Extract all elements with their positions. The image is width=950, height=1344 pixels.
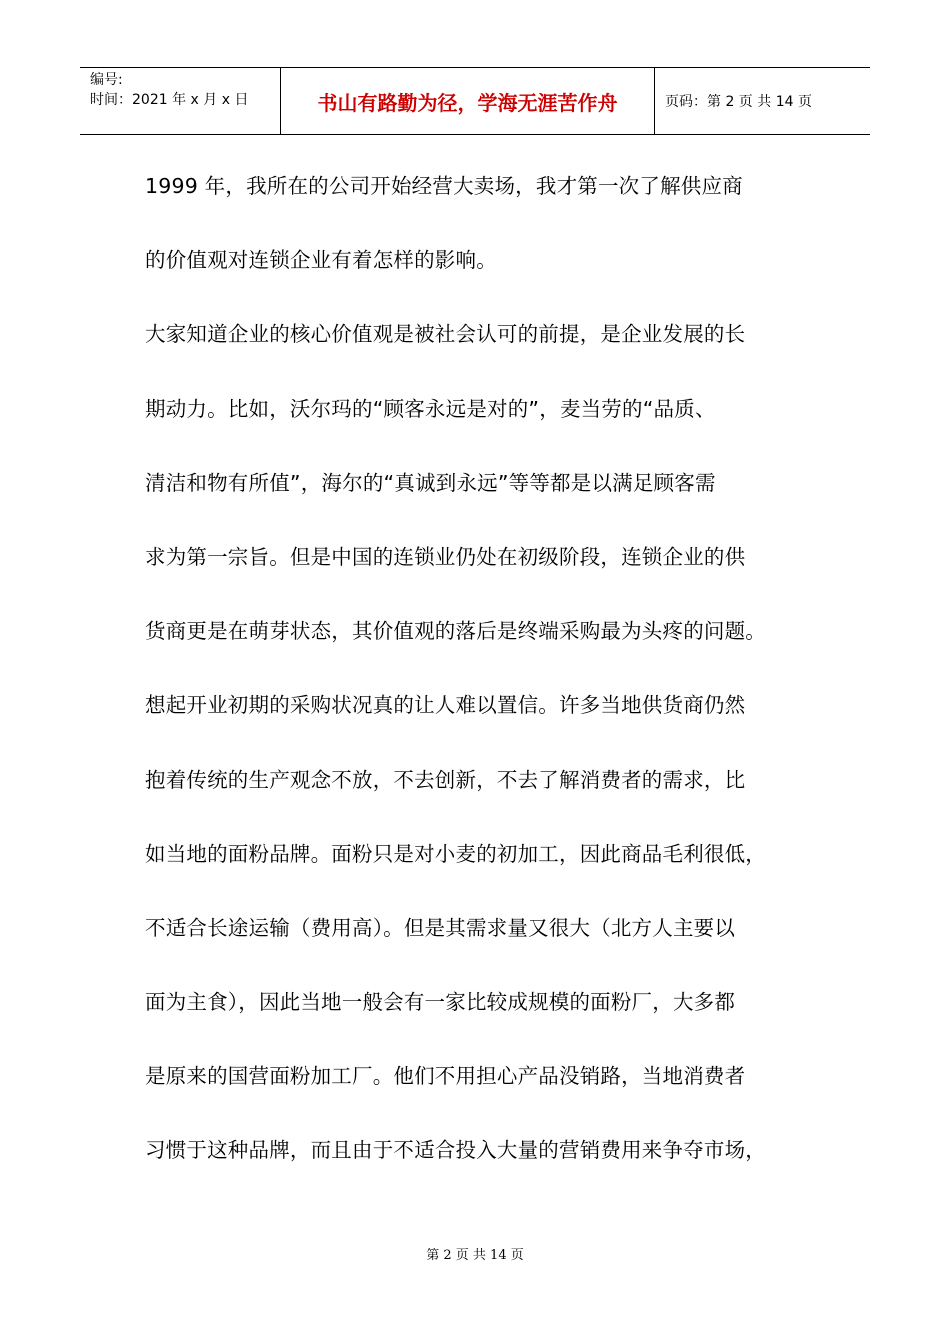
body-line: 是原来的国营面粉加工厂。他们不用担心产品没销路，当地消费者	[145, 1064, 746, 1089]
body-line: 1999 年，我所在的公司开始经营大卖场，我才第一次了解供应商	[145, 174, 743, 198]
body-line: 面为主食），因此当地一般会有一家比较成规模的面粉厂，大多都	[145, 990, 736, 1015]
body-line: 如当地的面粉品牌。面粉只是对小麦的初加工，因此商品毛利很低，	[145, 841, 766, 866]
header-motto-cell	[281, 68, 655, 135]
body-line: 想起开业初期的采购状况真的让人难以置信。许多当地供货商仍然	[145, 693, 746, 718]
header-page-cell	[655, 68, 870, 135]
header-page-info: 页码：第 2 页 共 14 页	[665, 94, 812, 110]
document-number-label: 编号:	[90, 72, 123, 88]
body-line: 抱着传统的生产观念不放，不去创新，不去了解消费者的需求，比	[145, 767, 746, 792]
body-line: 大家知道企业的核心价值观是被社会认可的前提，是企业发展的长	[145, 322, 746, 347]
document-date-label: 时间：2021 年 x 月 x 日	[90, 92, 249, 108]
body-line: 习惯于这种品牌，而且由于不适合投入大量的营销费用来争夺市场，	[145, 1138, 766, 1163]
body-line: 不适合长途运输（费用高）。但是其需求量又很大（北方人主要以	[145, 915, 736, 940]
document-header	[80, 67, 870, 135]
page-footer: 第 2 页 共 14 页	[426, 1248, 524, 1263]
body-line: 求为第一宗旨。但是中国的连锁业仍处在初级阶段，连锁企业的供	[145, 544, 746, 569]
body-line: 货商更是在萌芽状态，其价值观的落后是终端采购最为头疼的问题。	[145, 619, 766, 644]
body-text	[145, 160, 825, 1199]
header-motto: 书山有路勤为径，学海无涯苦作舟	[317, 91, 618, 115]
body-line: 期动力。比如，沃尔玛的“顾客永远是对的”，麦当劳的“品质、	[145, 396, 716, 421]
body-line: 的价值观对连锁企业有着怎样的影响。	[145, 248, 497, 273]
header-meta-cell	[80, 68, 281, 135]
body-line: 清洁和物有所值”，海尔的“真诚到永远”等等都是以满足顾客需	[145, 470, 716, 495]
